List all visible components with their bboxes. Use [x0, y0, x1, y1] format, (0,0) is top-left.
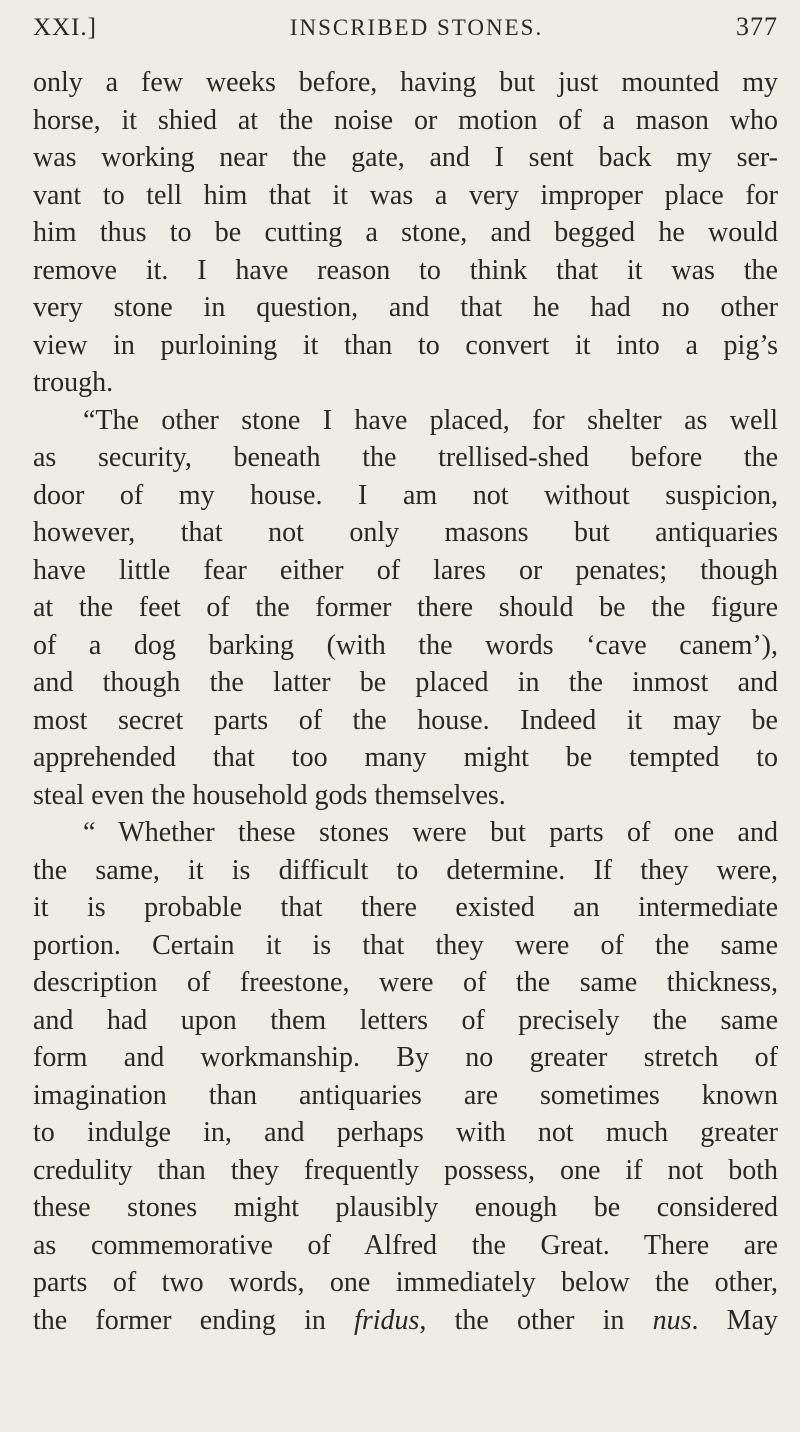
text-line: description of freestone, were of the same thickness, [33, 967, 778, 998]
text-line: as commemorative of Alfred the Great. There are [33, 1229, 778, 1261]
chapter-number: XXI.] [33, 14, 98, 41]
text-line: as security, beneath the trellised-shed before the [33, 442, 778, 473]
text-line: however, that not only masons but antiquaries [33, 517, 778, 548]
text-line: door of my house. I am not without suspicion, [33, 479, 778, 511]
running-title: INSCRIBED STONES. [289, 15, 544, 40]
text-line: remove it. I have reason to think that it was the [33, 254, 778, 286]
text-line: “ Whether these stones were but parts of one and [83, 817, 778, 848]
text-line: at the feet of the former there should be the figure [33, 592, 778, 623]
text-line: portion. Certain it is that they were of the same [33, 929, 778, 961]
text-line: and though the latter be placed in the inmost and [33, 667, 778, 698]
text-line: form and workmanship. By no greater stretch of [33, 1042, 778, 1073]
text-line: “The other stone I have placed, for shelter as well [83, 404, 778, 436]
text-line: steal even the household gods themselves. [33, 779, 506, 811]
text-line: credulity than they frequently possess, one if not both [33, 1154, 778, 1186]
text-line: trough. [33, 367, 114, 398]
text-line: have little fear either of lares or penates; though [33, 554, 778, 586]
text-line: him thus to be cutting a stone, and begged he would [33, 217, 778, 248]
text-line: apprehended that too many might be tempted to [33, 742, 778, 773]
text-line: view in purloining it than to convert it into a pig’s [33, 329, 778, 361]
text-line: most secret parts of the house. Indeed it may be [33, 704, 778, 736]
text-line: was working near the gate, and I sent back my ser- [33, 142, 778, 173]
text-line: and had upon them letters of precisely the same [33, 1004, 778, 1036]
text-line: horse, it shied at the noise or motion of a mason who [33, 104, 778, 136]
text-line: of a dog barking (with the words ‘cave canem’), [33, 629, 778, 661]
text-line: the same, it is difficult to determine. If they were, [33, 854, 778, 886]
text-line: vant to tell him that it was a very improper place for [33, 179, 778, 211]
text-line: parts of two words, one immediately below the other, [33, 1267, 778, 1298]
text-line: it is probable that there existed an intermediate [33, 892, 778, 923]
text-line: very stone in question, and that he had no other [33, 292, 778, 323]
text-line: to indulge in, and perhaps with not much greater [33, 1117, 778, 1148]
body-text [33, 64, 778, 1339]
text-line: imagination than antiquaries are sometimes known [33, 1079, 778, 1111]
text-line: the former ending in fridus, the other in nus. May [33, 1304, 778, 1336]
page-number: 377 [736, 12, 778, 41]
running-head [33, 12, 778, 56]
text-line: these stones might plausibly enough be considered [33, 1192, 778, 1223]
text-line: only a few weeks before, having but just mounted my [33, 67, 778, 98]
